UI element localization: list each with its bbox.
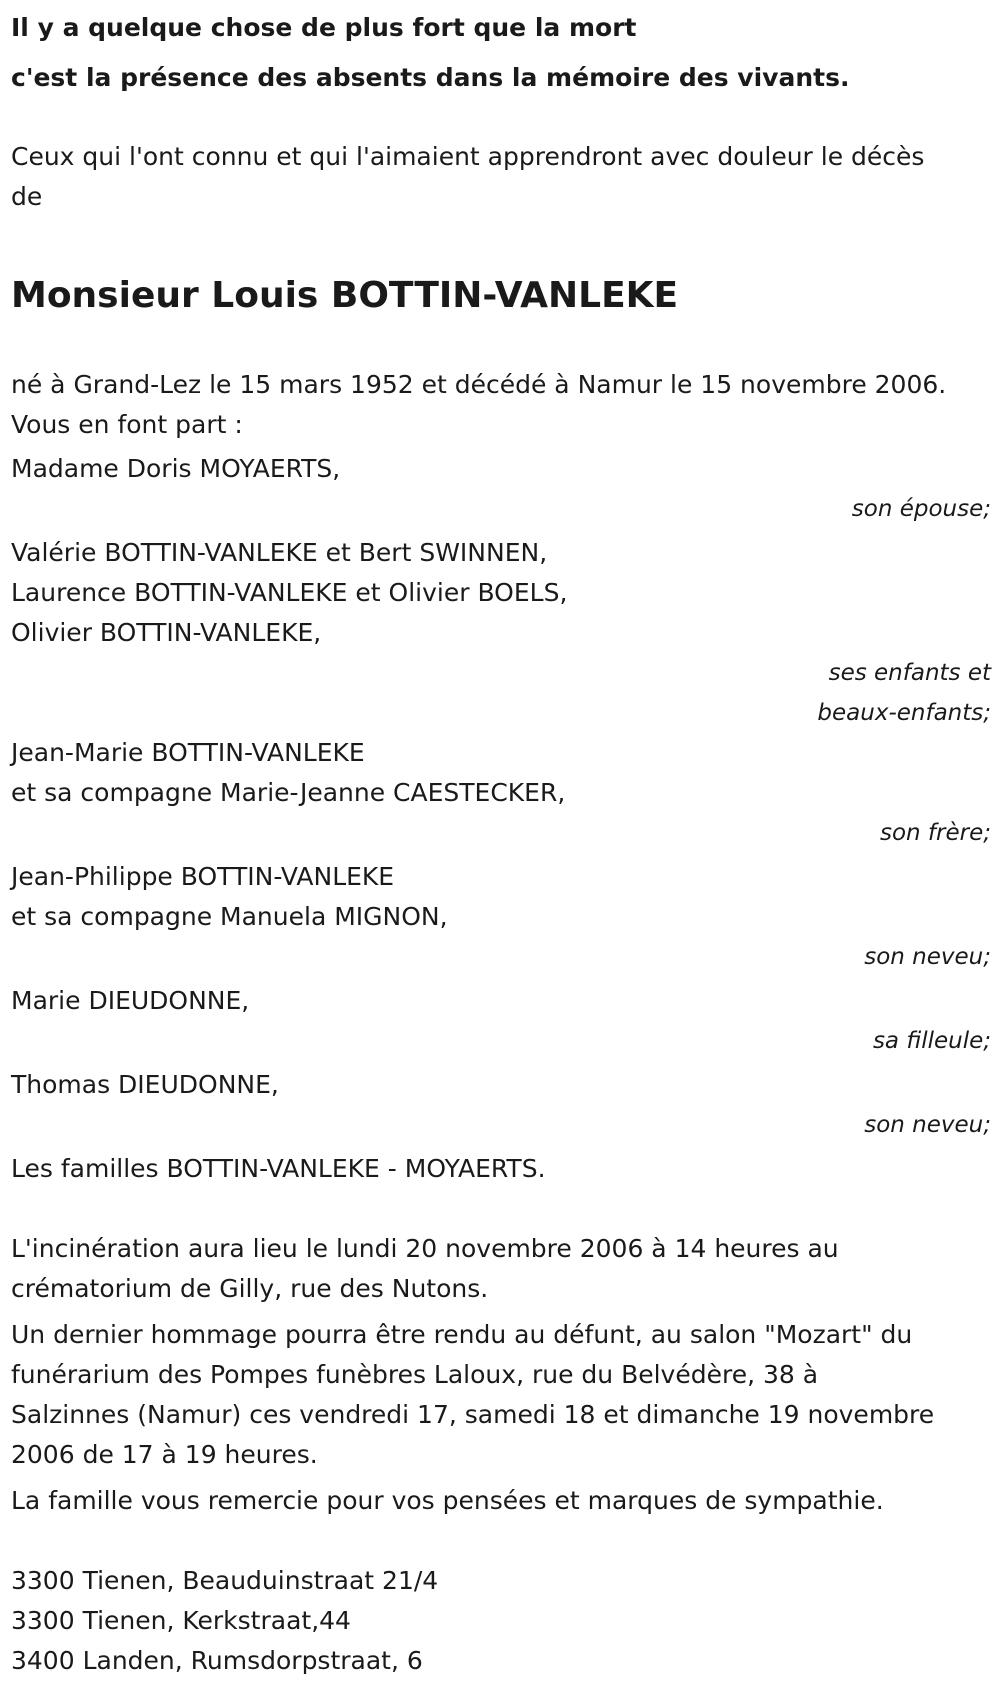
- family-list: [11, 449, 991, 1189]
- epigraph-line-2: c'est la présence des absents dans la mémoire des vivants.: [11, 63, 850, 92]
- family-name-line: Jean-Philippe BOTTIN-VANLEKE: [11, 862, 395, 891]
- family-entry-spouse: [11, 449, 991, 529]
- announcers-intro: Vous en font part :: [11, 410, 243, 439]
- family-entry-nephew-1: [11, 857, 991, 977]
- family-name-line: Madame Doris MOYAERTS,: [11, 454, 341, 483]
- family-relation: son neveu;: [864, 1112, 991, 1138]
- intro-line-1: Ceux qui l'ont connu et qui l'aimaient apprendront avec douleur le décès: [11, 142, 925, 171]
- family-entry-nephew-2: [11, 1065, 991, 1145]
- tribute-line-2: funérarium des Pompes funèbres Laloux, rue du Belvédère, 38 à: [11, 1360, 819, 1389]
- tribute-info: [11, 1315, 991, 1475]
- addresses: [11, 1561, 991, 1681]
- family-name-line: Valérie BOTTIN-VANLEKE et Bert SWINNEN,: [11, 538, 548, 567]
- deceased-name: Monsieur Louis BOTTIN-VANLEKE: [11, 275, 679, 316]
- family-name-line: Jean-Marie BOTTIN-VANLEKE: [11, 738, 365, 767]
- family-relation: son neveu;: [864, 944, 991, 970]
- address-line: 3300 Tienen, Beauduinstraat 21/4: [11, 1566, 439, 1595]
- family-name-line: Marie DIEUDONNE,: [11, 986, 250, 1015]
- tribute-line-3: Salzinnes (Namur) ces vendredi 17, samedi 18 et dimanche 19 novembre: [11, 1400, 935, 1429]
- family-name-line: et sa compagne Manuela MIGNON,: [11, 902, 448, 931]
- cremation-line-1: L'incinération aura lieu le lundi 20 novembre 2006 à 14 heures au: [11, 1234, 839, 1263]
- family-relation: son épouse;: [851, 496, 991, 522]
- family-entry-children: [11, 533, 991, 733]
- tribute-line-1: Un dernier hommage pourra être rendu au défunt, au salon "Mozart" du: [11, 1320, 913, 1349]
- family-entry-brother: [11, 733, 991, 853]
- family-relation: son frère;: [879, 820, 991, 846]
- cremation-line-2: crématorium de Gilly, rue des Nutons.: [11, 1274, 489, 1303]
- birth-death-line: né à Grand-Lez le 15 mars 1952 et décédé à Namur le 15 novembre 2006.: [11, 370, 947, 399]
- address-line: 3400 Landen, Rumsdorpstraat, 6: [11, 1646, 423, 1675]
- obituary-notice: [11, 0, 991, 1681]
- family-name-line: Olivier BOTTIN-VANLEKE,: [11, 618, 322, 647]
- family-entry-goddaughter: [11, 981, 991, 1061]
- epigraph-line-1: Il y a quelque chose de plus fort que la mort: [11, 13, 637, 42]
- epigraph: [11, 0, 991, 103]
- family-name-line: Thomas DIEUDONNE,: [11, 1070, 279, 1099]
- family-relation: ses enfants et: [828, 660, 991, 686]
- tribute-line-4: 2006 de 17 à 19 heures.: [11, 1440, 318, 1469]
- cremation-info: [11, 1229, 991, 1309]
- intro-line-2: de: [11, 182, 43, 211]
- intro-text: [11, 137, 991, 217]
- families-line: Les familles BOTTIN-VANLEKE - MOYAERTS.: [11, 1154, 546, 1183]
- thanks-line: La famille vous remercie pour vos pensées et marques de sympathie.: [11, 1486, 884, 1515]
- family-relation: beaux-enfants;: [817, 700, 991, 726]
- address-line: 3300 Tienen, Kerkstraat,44: [11, 1606, 351, 1635]
- family-name-line: Laurence BOTTIN-VANLEKE et Olivier BOELS,: [11, 578, 568, 607]
- family-relation: sa filleule;: [872, 1028, 991, 1054]
- family-name-line: et sa compagne Marie-Jeanne CAESTECKER,: [11, 778, 566, 807]
